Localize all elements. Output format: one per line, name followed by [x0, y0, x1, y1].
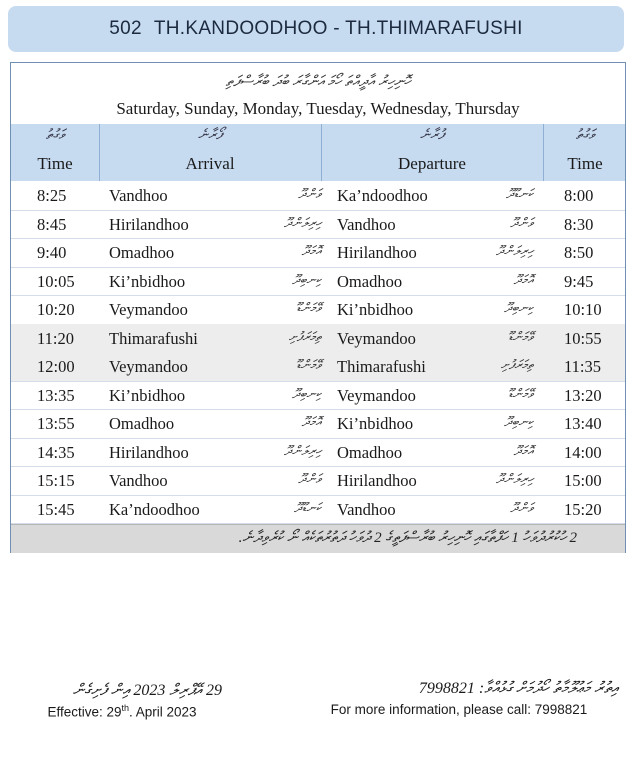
departure-island-dhivehi: ކިނބިދޫ — [504, 300, 533, 315]
arrival-island-dhivehi: ތިމަރަފުށި — [288, 328, 321, 344]
departure-island: Vandhoo — [337, 499, 396, 519]
departure-island: Vandhoo — [337, 214, 396, 234]
header-arrival — [99, 124, 321, 181]
arrival-island: Hirilandhoo — [109, 442, 189, 462]
effective-date-suffix-sup: th — [121, 703, 129, 713]
contact-english: For more information, please call: 7998821 — [330, 702, 588, 717]
table-row — [11, 238, 625, 268]
arrival-time: 10:05 — [37, 271, 75, 291]
effective-date-prefix: Effective: 29 — [47, 704, 122, 720]
table-row — [11, 466, 625, 496]
departure-time: 11:35 — [564, 357, 601, 376]
effective-date-english — [22, 703, 222, 720]
departure-island-dhivehi: އޮމަދޫ — [513, 271, 533, 287]
arrival-island-dhivehi: އޮމަދޫ — [301, 414, 321, 429]
header-departure — [321, 124, 543, 181]
arrival-time: 9:40 — [37, 243, 67, 262]
effective-date-suffix: . April 2023 — [129, 704, 197, 720]
effective-date-block — [22, 682, 222, 720]
departure-island-dhivehi: ކަނޑޫދޫ — [505, 186, 533, 201]
arrival-island-dhivehi: ވޭމަންޑޫ — [296, 357, 321, 372]
arrival-time: 13:55 — [37, 414, 75, 433]
table-row — [11, 267, 625, 297]
departure-island: Hirilandhoo — [337, 243, 417, 262]
departure-island: Veymandoo — [337, 385, 416, 405]
departure-island-dhivehi: ވަންދޫ — [510, 499, 533, 515]
arrival-time: 8:45 — [37, 214, 67, 234]
table-row — [11, 181, 625, 211]
arrival-island: Omadhoo — [109, 243, 175, 262]
departure-island: Ki’nbidhoo — [337, 414, 414, 433]
arrival-time: 10:20 — [37, 300, 75, 319]
header-departure-en: Departure — [398, 154, 466, 173]
arrival-island-dhivehi: ކިނބިދޫ — [292, 271, 321, 287]
arrival-island-dhivehi: ހިރިލަންދޫ — [284, 442, 321, 458]
arrival-island: Ka’ndoodhoo — [109, 499, 200, 519]
days-dhivehi: ހޮނިހިރު އާދީއްތަ ހޯމަ އަންގާރަ ބުދަ ބުރާސްފަތި — [225, 74, 411, 90]
arrival-time: 13:35 — [37, 385, 75, 405]
table-row — [11, 438, 625, 468]
arrival-island: Ki’nbidhoo — [109, 385, 186, 405]
route-name: TH.KANDOODHOO - TH.THIMARAFUSHI — [153, 18, 523, 39]
departure-island: Ki’nbidhoo — [337, 300, 414, 319]
arrival-island-dhivehi: ވަންދޫ — [298, 186, 321, 201]
arrival-island-dhivehi: ވޭމަންޑޫ — [296, 300, 321, 315]
departure-time: 8:00 — [564, 186, 594, 205]
departure-island-dhivehi: ކިނބިދޫ — [504, 414, 533, 429]
contact-block — [300, 680, 618, 717]
header-arrival-dv: ފޯރާނެ — [198, 128, 222, 143]
departure-time: 9:45 — [564, 271, 594, 291]
arrival-island-dhivehi: ވަންދޫ — [298, 471, 321, 486]
schedule-footnote — [11, 524, 625, 553]
table-row — [11, 352, 625, 382]
departure-island-dhivehi: ހިރިލަންދޫ — [496, 243, 533, 258]
arrival-island: Vandhoo — [109, 471, 168, 490]
arrival-time: 14:35 — [37, 442, 75, 462]
header-departure-time-en: Time — [567, 154, 603, 173]
arrival-island: Vandhoo — [109, 186, 168, 205]
departure-island-dhivehi: ވޭމަންޑޫ — [508, 385, 533, 401]
arrival-island: Omadhoo — [109, 414, 175, 433]
table-row — [11, 381, 625, 411]
departure-time: 10:55 — [564, 328, 602, 348]
arrival-time: 12:00 — [37, 357, 75, 376]
header-arrival-time — [11, 124, 99, 181]
table-row — [11, 295, 625, 325]
arrival-time: 15:15 — [37, 471, 75, 490]
departure-time: 8:30 — [564, 214, 594, 234]
arrival-time: 8:25 — [37, 186, 67, 205]
header-arrival-en: Arrival — [185, 154, 235, 173]
departure-island: Omadhoo — [337, 442, 403, 462]
departure-time: 10:10 — [564, 300, 602, 319]
table-row — [11, 409, 625, 439]
days-english: Saturday, Sunday, Monday, Tuesday, Wednesday, Thursday — [116, 99, 520, 118]
departure-island: Veymandoo — [337, 328, 416, 348]
departure-time: 13:40 — [564, 414, 602, 433]
departure-island: Ka’ndoodhoo — [337, 186, 428, 205]
departure-time: 14:00 — [564, 442, 602, 462]
departure-time: 13:20 — [564, 385, 602, 405]
departure-time: 15:00 — [564, 471, 602, 490]
arrival-island: Thimarafushi — [109, 328, 198, 348]
footnote-text: 2 ހުކުރުދުވަހު 1 ހަފްތާގައި ހޮނިހިރު ބުރާސްފަތީގެ 2 ދުވަހު ދަތުރުތަކެއް ނޯ ކުރެވިދާނެ. — [238, 530, 577, 546]
table-row — [11, 210, 625, 240]
header-departure-dv: ފުރާނެ — [420, 128, 444, 143]
table-row — [11, 495, 625, 525]
route-title-bar — [8, 6, 624, 52]
header-arrival-time-dv: ވަގުތު — [45, 128, 65, 143]
effective-date-dhivehi: 29 އޭޕްރިލް 2023 އިން ފެށިގެން — [72, 682, 222, 699]
table-row — [11, 324, 625, 354]
departure-island: Thimarafushi — [337, 357, 426, 376]
departure-island-dhivehi: ހިރިލަންދޫ — [496, 471, 533, 486]
departure-island-dhivehi: ތިމަރަފުށި — [500, 357, 533, 372]
departure-island-dhivehi: ވަންދޫ — [510, 214, 533, 230]
departure-island: Omadhoo — [337, 271, 403, 291]
arrival-island: Veymandoo — [109, 357, 188, 376]
arrival-island: Hirilandhoo — [109, 214, 189, 234]
table-header — [11, 124, 625, 181]
departure-island-dhivehi: އޮމަދޫ — [513, 442, 533, 458]
arrival-island-dhivehi: އޮމަދޫ — [301, 243, 321, 258]
departure-time: 15:20 — [564, 499, 602, 519]
header-arrival-time-en: Time — [37, 154, 73, 173]
header-departure-time-dv: ވަގުތު — [575, 128, 595, 143]
route-number: 502 — [109, 18, 142, 39]
contact-dhivehi: އިތުރު މަޢުލޫމާތު ހޯދުމަށް ގުޅުއްވާ: 7998821 — [418, 680, 618, 697]
arrival-island: Ki’nbidhoo — [109, 271, 186, 291]
schedule-table — [10, 62, 626, 553]
departure-time: 8:50 — [564, 243, 594, 262]
arrival-island: Veymandoo — [109, 300, 188, 319]
arrival-time: 11:20 — [37, 328, 74, 348]
arrival-island-dhivehi: ހިރިލަންދޫ — [284, 214, 321, 230]
arrival-island-dhivehi: ކަނޑޫދޫ — [293, 499, 321, 515]
arrival-island-dhivehi: ކިނބިދޫ — [292, 385, 321, 401]
arrival-time: 15:45 — [37, 499, 75, 519]
departure-island: Hirilandhoo — [337, 471, 417, 490]
departure-island-dhivehi: ވޭމަންޑޫ — [508, 328, 533, 344]
header-departure-time — [543, 124, 627, 181]
